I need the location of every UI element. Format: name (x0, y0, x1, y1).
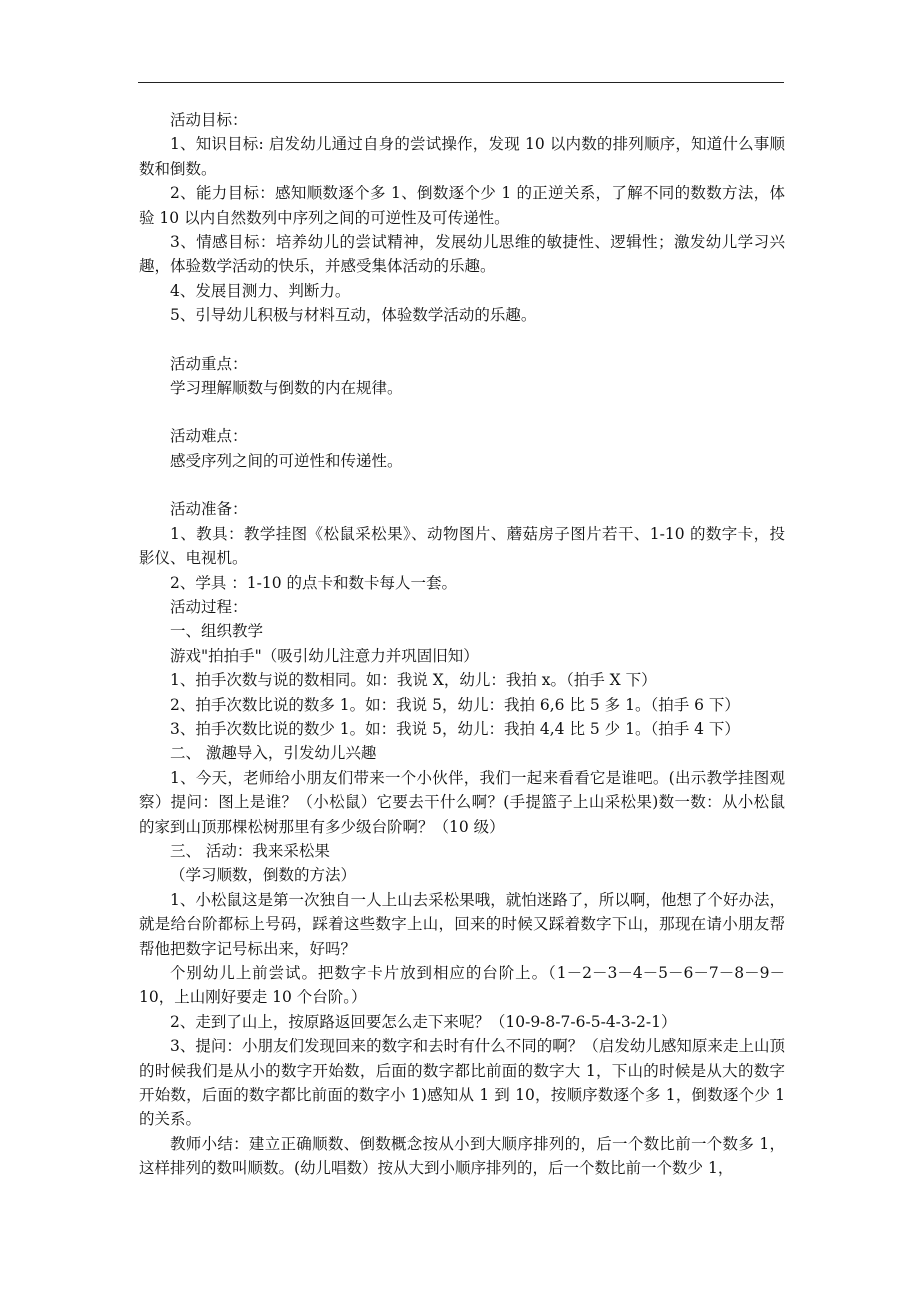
paragraph: 游戏"拍拍手"（吸引幼儿注意力并巩固旧知） (170, 646, 479, 665)
paragraph: 一、组织教学 (170, 622, 264, 641)
paragraph: 1、今天，老师给小朋友们带来一个小伙伴，我们一起来看看它是谁吧。(出示教学挂图观察）提问：图上是谁？（小松鼠）它要去干什么啊？(手提篮子上山采松果)数一数：从小松鼠的家到山顶那棵松树那里有多少级台阶啊？（10 级） (139, 768, 785, 836)
paragraph-spacer (139, 400, 785, 424)
paragraph: 1、教具：教学挂图《松鼠采松果》、动物图片、蘑菇房子图片若干、1-10 的数字卡，投影仪、电视机。 (139, 524, 785, 568)
paragraph: 活动准备： (170, 500, 248, 519)
paragraph: 3、提问：小朋友们发现回来的数字和去时有什么不同的啊？（启发幼儿感知原来走上山顶的时候我们是从小的数字开始数，后面的数字都比前面的数字大 1，下山的时候是从大的数字开始数，后面的数字都比前面的数字小 1)感知从 1 到 10，按顺序数逐个多 1，倒数逐个少 1 的关系。 (139, 1037, 785, 1129)
paragraph: 2、学具 ：1-10 的点卡和数卡每人一套。 (170, 573, 458, 592)
paragraph: 1、小松鼠这是第一次独自一人上山去采松果哦，就怕迷路了，所以啊，他想了个好办法，就是给台阶都标上号码，踩着这些数字上山，回来的时候又踩着数字下山，那现在请小朋友帮帮他把数字记号标出来，好吗？ (139, 890, 785, 958)
paragraph: 活动目标： (170, 111, 248, 129)
paragraph: 活动重点： (170, 354, 248, 373)
paragraph: （学习顺数，倒数的方法） (170, 866, 357, 885)
paragraph: 活动过程： (170, 597, 248, 616)
header-rule (138, 82, 784, 83)
document-body (139, 108, 785, 1181)
paragraph: 2、走到了山上，按原路返回要怎么走下来呢？（10-9-8-7-6-5-4-3-2-1） (170, 1012, 677, 1031)
paragraph: 1、拍手次数与说的数相同。如：我说 X，幼儿：我拍 x。（拍手 X 下） (170, 671, 657, 690)
paragraph: 学习理解顺数与倒数的内在规律。 (170, 379, 403, 398)
paragraph: 感受序列之间的可逆性和传递性。 (170, 451, 403, 470)
paragraph: 个别幼儿上前尝试。把数字卡片放到相应的台阶上。（1－2－3－4－5－6－7－8－9－10，上山刚好要走 10 个台阶。） (139, 964, 785, 1007)
paragraph: 3、拍手次数比说的数少 1。如：我说 5，幼儿：我拍 4,4 比 5 少 1。（拍手 4 下） (170, 719, 740, 738)
paragraph-spacer (139, 473, 785, 497)
paragraph: 3、情感目标：培养幼儿的尝试精神，发展幼儿思维的敏捷性、逻辑性；激发幼儿学习兴趣，体验数学活动的快乐，并感受集体活动的乐趣。 (139, 233, 785, 276)
paragraph: 5、引导幼儿积极与材料互动，体验数学活动的乐趣。 (170, 306, 537, 325)
paragraph: 1、知识目标: 启发幼儿通过自身的尝试操作，发现 10 以内数的排列顺序，知道什么事顺数和倒数。 (139, 135, 785, 178)
paragraph: 二、 激趣导入，引发幼儿兴趣 (170, 744, 377, 763)
paragraph: 2、能力目标：感知顺数逐个多 1、倒数逐个少 1 的正逆关系，了解不同的数数方法，体验 10 以内自然数列中序列之间的可逆性及可传递性。 (139, 184, 785, 227)
paragraph: 2、拍手次数比说的数多 1。如：我说 5，幼儿：我拍 6,6 比 5 多 1。（拍手 6 下） (170, 695, 740, 714)
paragraph: 4、发展目测力、判断力。 (170, 281, 351, 300)
paragraph: 教师小结：建立正确顺数、倒数概念按从小到大顺序排列的，后一个数比前一个数多 1，这样排列的数叫顺数。(幼儿唱数）按从大到小顺序排列的，后一个数比前一个数少 1， (139, 1134, 785, 1178)
paragraph: 三、 活动：我来采松果 (170, 841, 330, 860)
paragraph-spacer (139, 328, 785, 352)
paragraph: 活动难点： (170, 427, 248, 446)
